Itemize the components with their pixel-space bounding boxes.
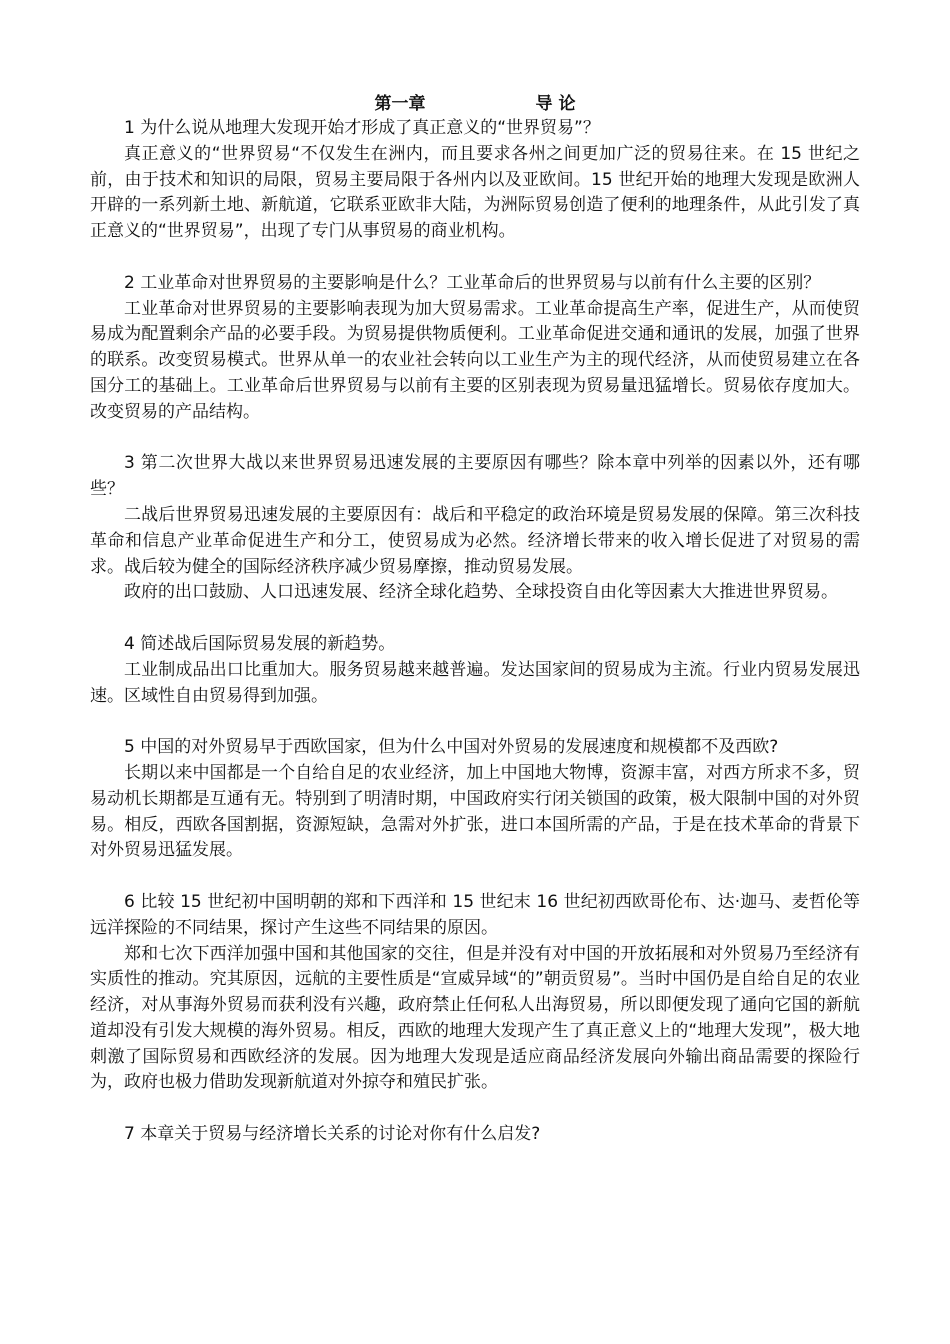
answer-3-paragraph-2: 政府的出口鼓励、人口迅速发展、经济全球化趋势、全球投资自由化等因素大大推进世界贸易。 — [124, 582, 838, 603]
question-1: 1 为什么说从地理大发现开始才形成了真正意义的“世界贸易”？ — [124, 118, 600, 138]
section-spacer — [90, 426, 860, 452]
answer-4-paragraph: 工业制成品出口比重加大。服务贸易越来越普遍。发达国家间的贸易成为主流。行业内贸易发展迅速。区域性自由贸易得到加强。 — [90, 659, 860, 706]
chapter-number: 第一章 — [374, 94, 426, 114]
section-spacer — [90, 864, 860, 890]
section-spacer — [90, 709, 860, 735]
answer-3-paragraph-1: 二战后世界贸易迅速发展的主要原因有：战后和平稳定的政治环境是贸易发展的保障。第三次科技革命和信息产业革命促进生产和分工，使贸易成为必然。经济增长带来的收入增长促进了对贸易的需求。战后较为健全的国际经济秩序减少贸易摩擦，推动贸易发展。 — [90, 504, 860, 577]
section-spacer — [90, 606, 860, 632]
answer-1-paragraph: 真正意义的“世界贸易“不仅发生在洲内，而且要求各州之间更加广泛的贸易往来。在 15 世纪之前，由于技术和知识的局限，贸易主要局限于各州内以及亚欧间。15 世纪开始的地理大发现是欧洲人开辟的一系列新土地、新航道，它联系亚欧非大陆，为洲际贸易创造了便利的地理条件，从此引发了真正意义的“世界贸易”，出现了专门从事贸易的商业机构。 — [90, 143, 860, 242]
question-3: 3 第二次世界大战以来世界贸易迅速发展的主要原因有哪些？除本章中列举的因素以外，还有哪些？ — [90, 453, 860, 500]
question-5: 5 中国的对外贸易早于西欧国家，但为什么中国对外贸易的发展速度和规模都不及西欧? — [124, 737, 779, 758]
document-page — [90, 92, 860, 1148]
question-6: 6 比较 15 世纪初中国明朝的郑和下西洋和 15 世纪末 16 世纪初西欧哥伦布、达·迦马、麦哲伦等远洋探险的不同结果，探讨产生这些不同结果的原因。 — [90, 891, 860, 938]
section-spacer — [90, 245, 860, 271]
question-7: 7 本章关于贸易与经济增长关系的讨论对你有什么启发? — [124, 1124, 541, 1145]
answer-2-paragraph: 工业革命对世界贸易的主要影响表现为加大贸易需求。工业革命提高生产率，促进生产，从而使贸易成为配置剩余产品的必要手段。为贸易提供物质便利。工业革命促进交通和通讯的发展，加强了世界的联系。改变贸易模式。世界从单一的农业社会转向以工业生产为主的现代经济，从而使贸易建立在各国分工的基础上。工业革命后世界贸易与以前有主要的区别表现为贸易量迅猛增长。贸易依存度加大。改变贸易的产品结构。 — [90, 298, 860, 422]
chapter-title: 导 论 — [535, 94, 576, 114]
answer-5-paragraph: 长期以来中国都是一个自给自足的农业经济，加上中国地大物博，资源丰富，对西方所求不多，贸易动机长期都是互通有无。特别到了明清时期，中国政府实行闭关锁国的政策，极大限制中国的对外贸易。相反，西欧各国割据，资源短缺，急需对外扩张，进口本国所需的产品，于是在技术革命的背景下对外贸易迅猛发展。 — [90, 762, 860, 861]
question-2: 2 工业革命对世界贸易的主要影响是什么？工业革命后的世界贸易与以前有什么主要的区别？ — [124, 272, 821, 293]
answer-6-paragraph: 郑和七次下西洋加强中国和其他国家的交往，但是并没有对中国的开放拓展和对外贸易乃至经济有实质性的推动。究其原因，远航的主要性质是“宣威异域“的”朝贡贸易”。当时中国仍是自给自足的农业经济，对从事海外贸易而获利没有兴趣，政府禁止任何私人出海贸易，所以即便发现了通向它国的新航道却没有引发大规模的海外贸易。相反，西欧的地理大发现产生了真正意义上的“地理大发现”，极大地刺激了国际贸易和西欧经济的发展。因为地理大发现是适应商品经济发展向外输出商品需要的探险行为，政府也极力借助发现新航道对外掠夺和殖民扩张。 — [90, 943, 860, 1093]
chapter-heading — [90, 92, 860, 116]
section-spacer — [90, 1096, 860, 1122]
question-4: 4 简述战后国际贸易发展的新趋势。 — [124, 633, 396, 654]
